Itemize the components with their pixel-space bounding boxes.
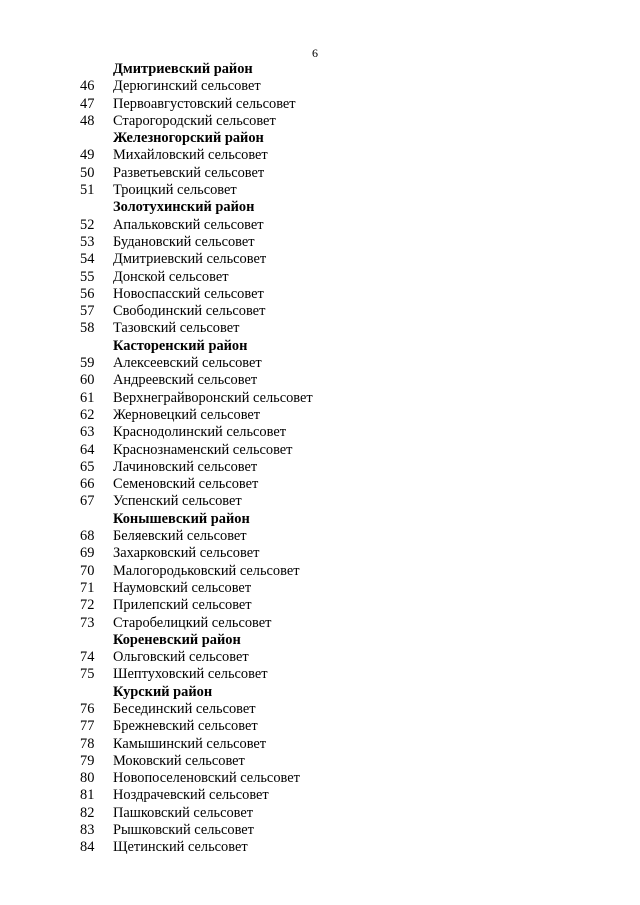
item-number: 70	[80, 562, 95, 579]
list-item	[0, 78, 640, 95]
item-name: Рышковский сельсовет	[113, 822, 254, 839]
list-item	[0, 701, 640, 718]
item-number: 59	[80, 355, 95, 372]
list-item	[0, 563, 640, 580]
item-number: 81	[80, 787, 95, 804]
list-item	[0, 493, 640, 510]
item-name: Пашковский сельсовет	[113, 804, 254, 821]
item-name: Свободинский сельсовет	[113, 303, 266, 320]
item-name: Апальковский сельсовет	[113, 216, 264, 233]
list-item	[0, 753, 640, 770]
district-heading	[0, 632, 640, 649]
list-item	[0, 822, 640, 839]
list-item	[0, 234, 640, 251]
item-name: Краснознаменский сельсовет	[113, 441, 293, 458]
list-item	[0, 718, 640, 735]
item-number: 62	[80, 406, 95, 423]
item-name: Наумовский сельсовет	[113, 579, 252, 596]
item-number: 52	[80, 216, 95, 233]
item-number: 71	[80, 579, 95, 596]
item-number: 77	[80, 718, 95, 735]
item-number: 51	[80, 182, 95, 199]
list-item	[0, 666, 640, 683]
item-number: 46	[80, 78, 95, 95]
item-number: 55	[80, 268, 95, 285]
item-number: 78	[80, 735, 95, 752]
item-number: 64	[80, 441, 95, 458]
district-title: Железногорский район	[113, 130, 264, 147]
list-item	[0, 545, 640, 562]
item-name: Захарковский сельсовет	[113, 545, 260, 562]
district-heading	[0, 130, 640, 147]
item-number: 82	[80, 804, 95, 821]
district-title: Касторенский район	[113, 337, 248, 354]
item-name: Семеновский сельсовет	[113, 476, 259, 493]
item-number: 60	[80, 372, 95, 389]
item-name: Старобелицкий сельсовет	[113, 614, 272, 631]
district-title: Конышевский район	[113, 510, 250, 527]
district-title: Курский район	[113, 683, 213, 700]
item-name: Верхнеграйворонский сельсовет	[113, 389, 313, 406]
list-item	[0, 580, 640, 597]
list-item	[0, 251, 640, 268]
item-number: 49	[80, 147, 95, 164]
item-number: 63	[80, 424, 95, 441]
item-name: Краснодолинский сельсовет	[113, 424, 287, 441]
municipality-list	[0, 61, 640, 857]
list-item	[0, 424, 640, 441]
item-number: 68	[80, 528, 95, 545]
item-number: 74	[80, 649, 95, 666]
item-name: Андреевский сельсовет	[113, 372, 258, 389]
item-name: Михайловский сельсовет	[113, 147, 268, 164]
item-number: 57	[80, 303, 95, 320]
item-name: Дерюгинский сельсовет	[113, 78, 261, 95]
item-name: Тазовский сельсовет	[113, 320, 240, 337]
list-item	[0, 442, 640, 459]
page-number: 6	[312, 46, 318, 60]
item-name: Дмитриевский сельсовет	[113, 251, 267, 268]
list-item	[0, 736, 640, 753]
district-heading	[0, 684, 640, 701]
item-number: 76	[80, 700, 95, 717]
item-number: 65	[80, 458, 95, 475]
list-item	[0, 303, 640, 320]
item-number: 84	[80, 839, 95, 856]
list-item	[0, 528, 640, 545]
item-name: Малогородьковский сельсовет	[113, 562, 300, 579]
item-number: 80	[80, 770, 95, 787]
item-name: Ноздрачевский сельсовет	[113, 787, 269, 804]
item-name: Первоавгустовский сельсовет	[113, 95, 296, 112]
district-title: Дмитриевский район	[113, 61, 253, 77]
list-item	[0, 770, 640, 787]
item-number: 75	[80, 666, 95, 683]
item-number: 73	[80, 614, 95, 631]
list-item	[0, 839, 640, 856]
item-name: Будановский сельсовет	[113, 233, 255, 250]
list-item	[0, 182, 640, 199]
item-number: 56	[80, 285, 95, 302]
item-name: Брежневский сельсовет	[113, 718, 258, 735]
item-number: 61	[80, 389, 95, 406]
district-title: Золотухинский район	[113, 199, 255, 216]
item-name: Разветьевский сельсовет	[113, 164, 265, 181]
list-item	[0, 615, 640, 632]
list-item	[0, 372, 640, 389]
item-number: 79	[80, 752, 95, 769]
list-item	[0, 320, 640, 337]
item-number: 67	[80, 493, 95, 510]
district-heading	[0, 61, 640, 78]
item-name: Алексеевский сельсовет	[113, 355, 262, 372]
district-title: Кореневский район	[113, 631, 241, 648]
item-name: Донской сельсовет	[113, 268, 229, 285]
item-name: Жерновецкий сельсовет	[113, 406, 261, 423]
item-name: Камышинский сельсовет	[113, 735, 267, 752]
item-name: Лачиновский сельсовет	[113, 458, 258, 475]
item-name: Бесединский сельсовет	[113, 700, 256, 717]
list-item	[0, 459, 640, 476]
item-number: 58	[80, 320, 95, 337]
list-item	[0, 805, 640, 822]
item-name: Новопоселеновский сельсовет	[113, 770, 300, 787]
district-heading	[0, 338, 640, 355]
item-number: 48	[80, 112, 95, 129]
item-name: Шептуховский сельсовет	[113, 666, 268, 683]
item-number: 72	[80, 597, 95, 614]
district-heading	[0, 199, 640, 216]
list-item	[0, 407, 640, 424]
item-number: 53	[80, 233, 95, 250]
list-item	[0, 96, 640, 113]
list-item	[0, 165, 640, 182]
item-name: Новоспасский сельсовет	[113, 285, 264, 302]
item-name: Ольговский сельсовет	[113, 649, 249, 666]
list-item	[0, 217, 640, 234]
item-name: Беляевский сельсовет	[113, 528, 247, 545]
item-number: 50	[80, 164, 95, 181]
item-name: Моковский сельсовет	[113, 752, 245, 769]
list-item	[0, 649, 640, 666]
item-name: Старогородский сельсовет	[113, 112, 276, 129]
list-item	[0, 787, 640, 804]
item-number: 83	[80, 822, 95, 839]
list-item	[0, 147, 640, 164]
list-item	[0, 355, 640, 372]
item-number: 69	[80, 545, 95, 562]
item-number: 66	[80, 476, 95, 493]
item-name: Щетинский сельсовет	[113, 839, 248, 856]
list-item	[0, 286, 640, 303]
list-item	[0, 597, 640, 614]
list-item	[0, 113, 640, 130]
item-name: Прилепский сельсовет	[113, 597, 252, 614]
item-number: 47	[80, 95, 95, 112]
district-heading	[0, 511, 640, 528]
list-item	[0, 390, 640, 407]
list-item	[0, 269, 640, 286]
item-name: Троицкий сельсовет	[113, 182, 237, 199]
item-number: 54	[80, 251, 95, 268]
item-name: Успенский сельсовет	[113, 493, 242, 510]
list-item	[0, 476, 640, 493]
